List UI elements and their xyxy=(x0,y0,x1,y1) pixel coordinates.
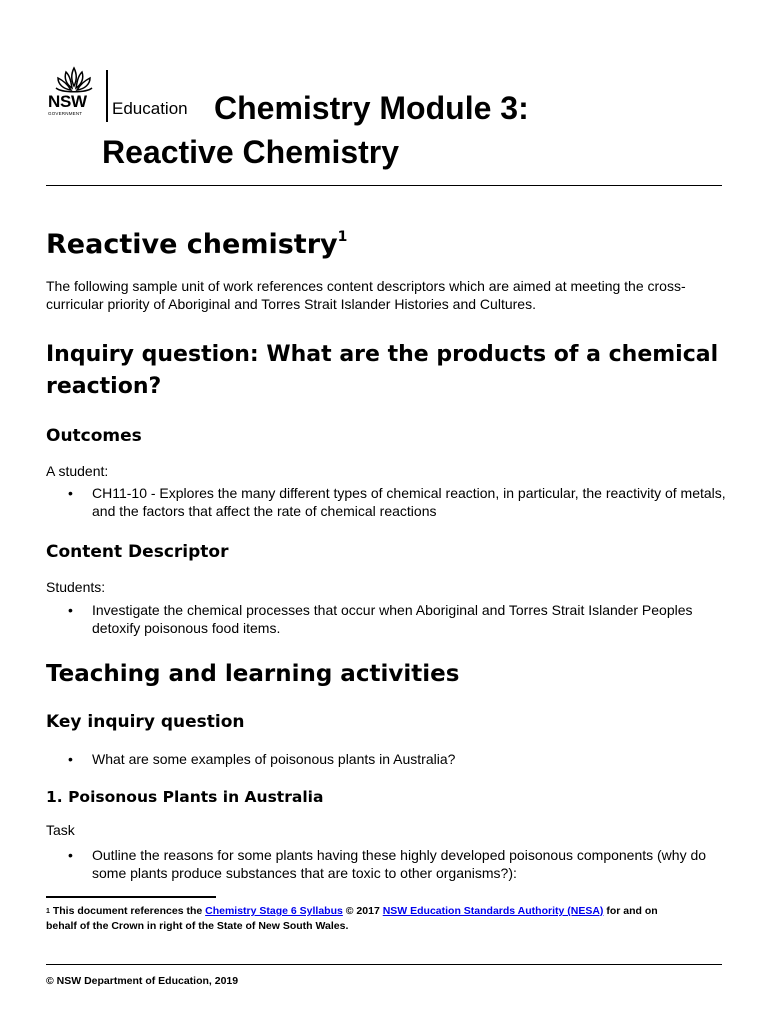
copyright: © NSW Department of Education, 2019 xyxy=(46,975,239,987)
content-descriptor-list xyxy=(46,601,736,637)
activity-heading: 1. Poisonous Plants in Australia xyxy=(46,788,324,806)
list-item: • What are some examples of poisonous plants in Australia? xyxy=(46,750,736,768)
list-item: • Outline the reasons for some plants having these highly developed poisonous components (why do some plants produce substances that are toxic to other organisms?): xyxy=(46,846,736,882)
outcomes-list xyxy=(46,484,736,520)
document-title-line-2 xyxy=(102,130,399,174)
footer-divider xyxy=(46,964,722,965)
inquiry-question-heading: Inquiry question: What are the products of a chemical reaction? xyxy=(46,342,719,399)
intro-paragraph: The following sample unit of work references content descriptors which are aimed at meeting the cross-curricular priority of Aboriginal and Torres Strait Islander Histories and Cultures. xyxy=(46,278,686,312)
footnote-ref[interactable]: 1 xyxy=(337,229,348,245)
logo-government: GOVERNMENT xyxy=(48,111,83,116)
footnote-suffix: for and on behalf of the Crown in right of the State of New South Wales. xyxy=(46,905,658,932)
nsw-education-logo xyxy=(46,66,206,122)
footnote-prefix: This document references the xyxy=(49,905,206,917)
outcomes-lead: A student: xyxy=(46,463,109,479)
footnote-marker: 1 xyxy=(46,908,50,915)
outcomes-heading: Outcomes xyxy=(46,426,142,446)
title-divider xyxy=(46,185,722,186)
key-inquiry-heading: Key inquiry question xyxy=(46,712,245,732)
section-heading xyxy=(46,228,347,266)
section-heading-text: Reactive chemistry xyxy=(46,229,338,260)
title-line-1: Chemistry Module 3: xyxy=(214,90,529,126)
nesa-link[interactable]: NSW Education Standards Authority (NESA) xyxy=(382,905,604,917)
list-item: • CH11-10 - Explores the many different types of chemical reaction, in particular, the reactivity of metals, and the factors that affect the rate of chemical reactions xyxy=(46,484,736,520)
task-list xyxy=(46,846,736,882)
teaching-heading: Teaching and learning activities xyxy=(46,661,460,687)
logo-education: Education xyxy=(112,99,188,118)
syllabus-link[interactable]: Chemistry Stage 6 Syllabus xyxy=(205,905,343,917)
content-descriptor-lead: Students: xyxy=(46,579,106,595)
waratah-icon xyxy=(52,66,96,94)
list-item: • Investigate the chemical processes that occur when Aboriginal and Torres Strait Islander Peoples detoxify poisonous food items. xyxy=(46,601,736,637)
footnote-divider xyxy=(46,896,216,898)
footnote-middle: © 2017 xyxy=(342,905,383,917)
task-label: Task xyxy=(46,822,75,838)
logo-divider xyxy=(106,70,108,122)
footnote xyxy=(46,904,686,934)
key-inquiry-list xyxy=(46,750,736,768)
logo-nsw: NSW xyxy=(48,92,87,111)
title-line-2: Reactive Chemistry xyxy=(102,134,400,170)
content-descriptor-heading: Content Descriptor xyxy=(46,542,229,562)
document-title xyxy=(214,86,529,130)
